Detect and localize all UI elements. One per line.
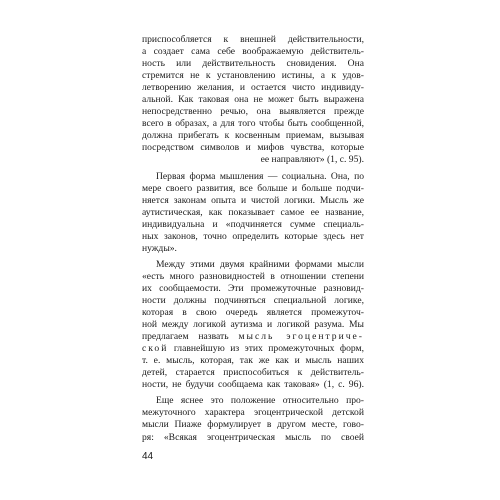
text-line: приспособляется к внешней действительности, (142, 34, 364, 45)
text-line: посредством символов и мифов чувства, которые (142, 142, 364, 154)
text-line: а создает сама себе воображаемую действитель- (142, 46, 364, 58)
text-line: детей, старается приспособиться к действитель- (142, 367, 364, 379)
text-line: ской главнейшую из этих промежуточных форм, (142, 343, 364, 355)
body-text (142, 34, 364, 444)
text-line: аутистическая, как показывает самое ее название, (142, 206, 364, 218)
text-line: ности должны подчиняться специальной логике, (142, 294, 364, 306)
text-line: межуточного характера эгоцентрической детской (142, 407, 364, 419)
text-line: индивидуальна и «подчиняется сумме специаль- (142, 218, 364, 230)
text-line: мысли Пиаже формулирует в другом месте, гово- (142, 419, 364, 431)
text-line: мере своего развития, все больше и больше подчи- (142, 182, 364, 194)
text-line: ных законов, точно определить которые здесь нет (142, 230, 364, 242)
page-number: 44 (142, 451, 154, 462)
text-line: должна прибегать к косвенным приемам, вызывая (142, 130, 364, 142)
text-line: Первая форма мышления — социальна. Она, по (156, 170, 364, 182)
text-line: их сообщаемости. Эти промежуточные разновид- (142, 282, 364, 294)
text-line: «есть много разновидностей в отношении степени (142, 270, 364, 282)
text-line: няется законам опыта и чистой логики. Мысль же (142, 194, 364, 206)
text-line: ря: «Всякая эгоцентрическая мысль по своей (142, 431, 364, 443)
text-line: летворению желания, и остается чисто индивиду- (142, 82, 364, 94)
text-line: Еще яснее это положение относительно про- (156, 395, 364, 407)
text-line: ности, не будучи сообщаема как таковая» (1, с. 96). (142, 379, 364, 391)
text-line: предлагаем назвать мысль эгоцентриче- (142, 331, 364, 343)
text-line: ее направляют» (1, с. 95). (260, 154, 364, 166)
text-line: ность или действительность сновидения. Она (142, 58, 364, 70)
text-line: т. е. мысль, которая, так же как и мысль наших (142, 355, 364, 367)
text-line: стремится не к установлению истины, а к удов- (142, 70, 364, 82)
text-line: ной между логикой аутизма и логикой разума. Мы (142, 319, 364, 331)
text-line: альной. Как таковая она не может быть выражена (142, 94, 364, 106)
text-line: всего в образах, а для того чтобы быть сообщенной, (142, 118, 364, 130)
text-line: непосредственно речью, она выявляется прежде (142, 106, 364, 118)
text-line: которая в свою очередь является промежуточ- (142, 307, 364, 319)
text-line: Между этими двумя крайними формами мысли (156, 258, 364, 270)
text-line: нужды». (142, 242, 177, 254)
